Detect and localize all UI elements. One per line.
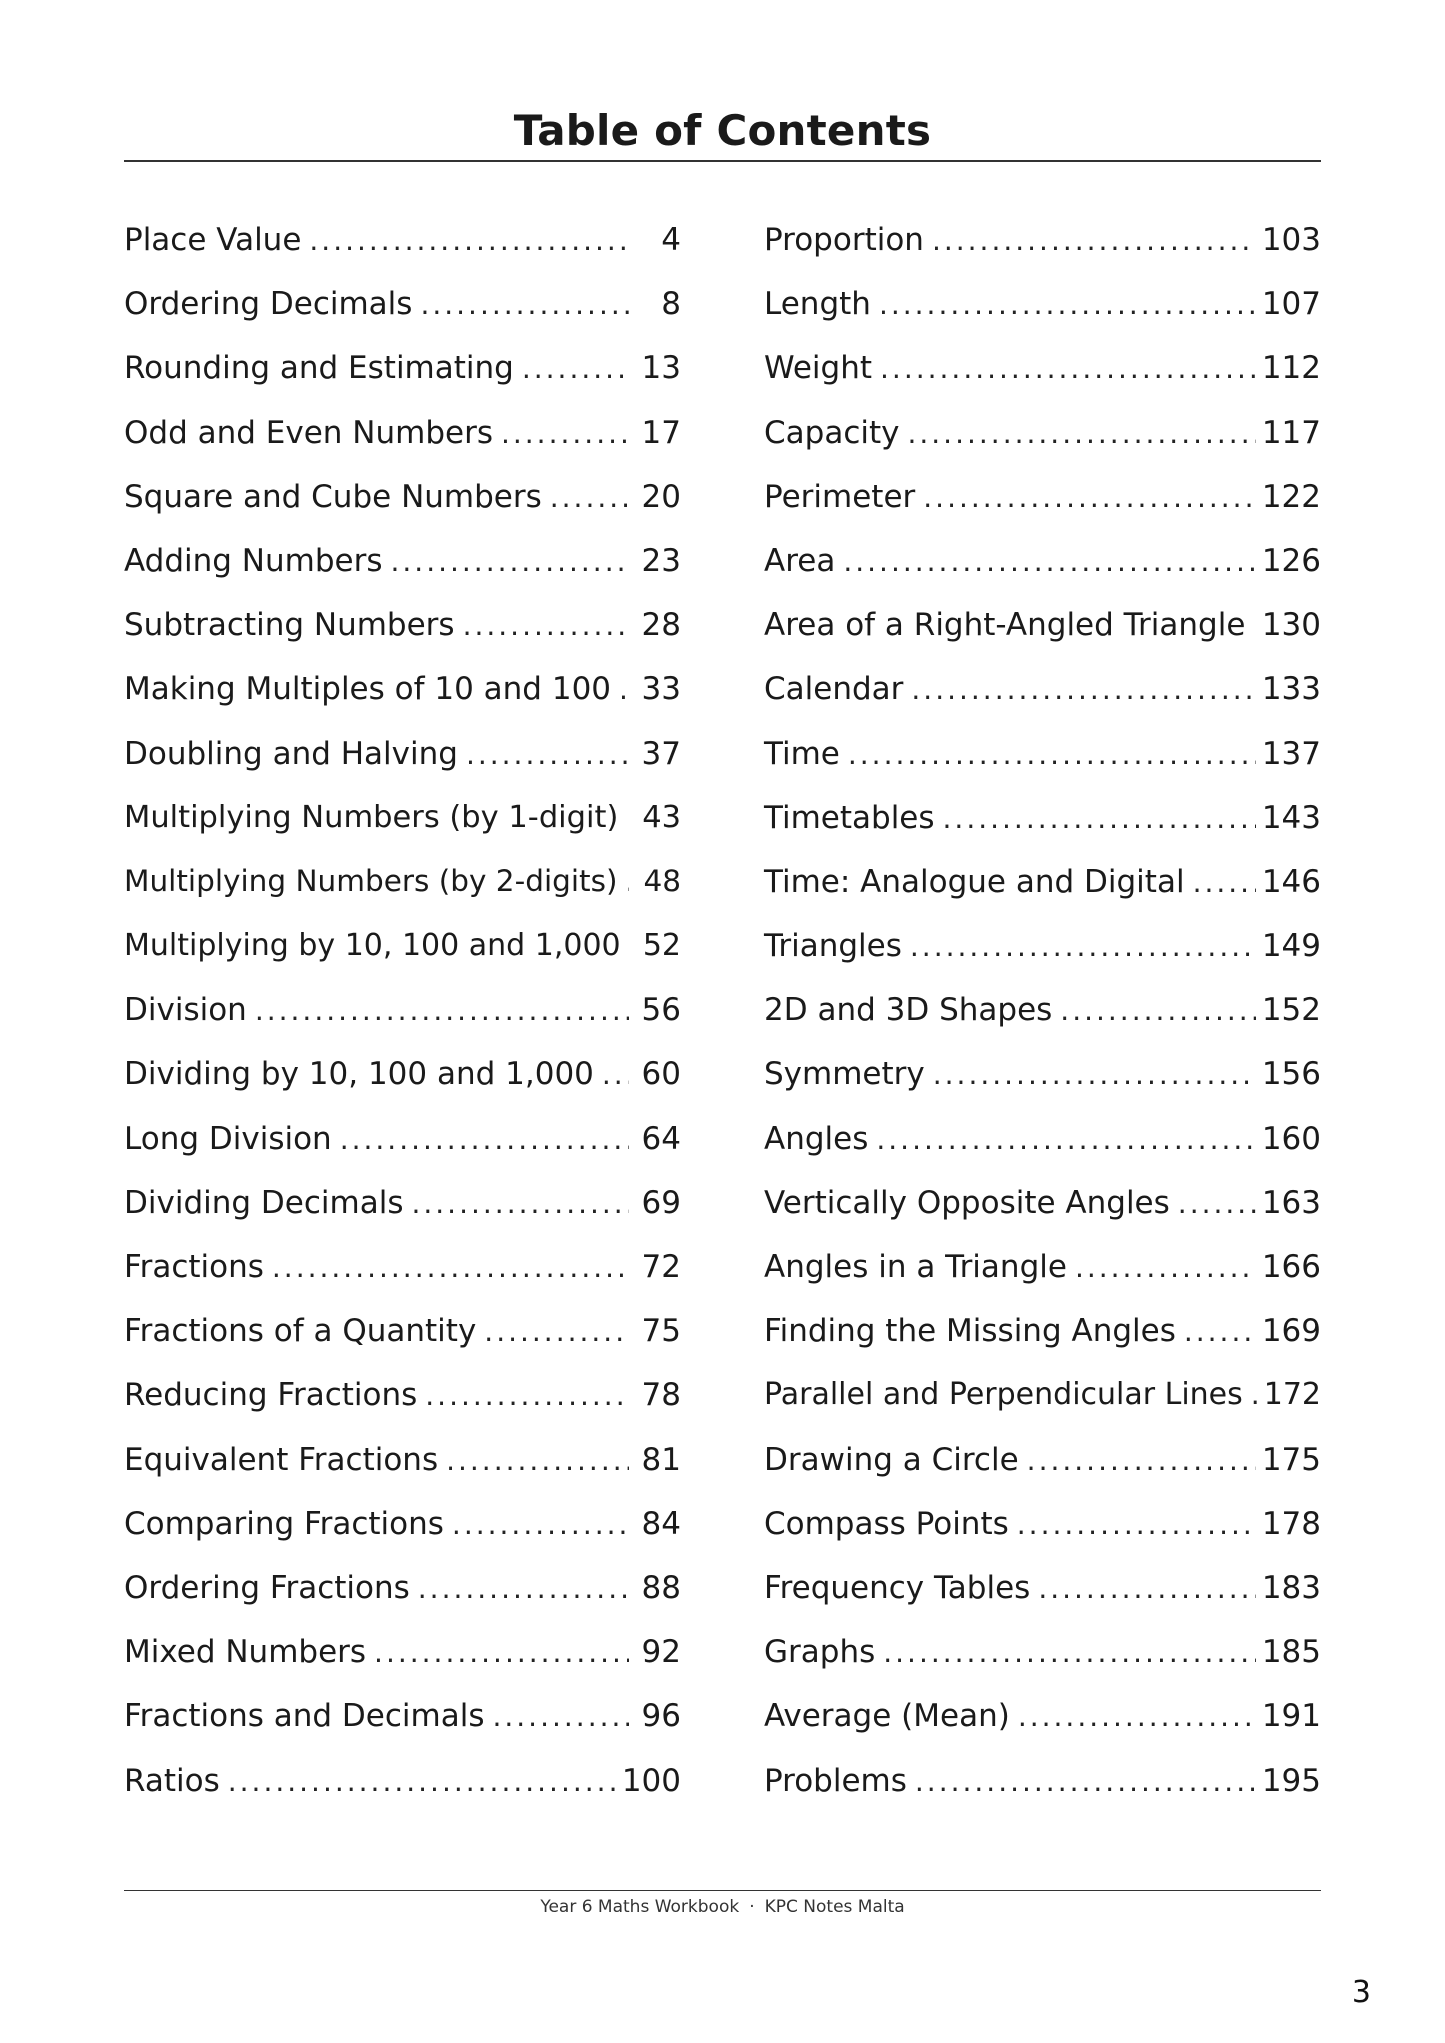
toc-entry-title: Graphs [764,1634,876,1671]
dot-leader [1253,609,1255,642]
toc-entry[interactable] [764,736,1321,800]
toc-entry-title: Area of a Right-Angled Triangle [764,607,1246,644]
toc-entry[interactable] [764,479,1321,543]
toc-entry[interactable] [124,286,681,350]
dot-leader [1060,994,1256,1027]
toc-entry-title: Ordering Fractions [124,1569,410,1606]
toc-entry[interactable] [124,1763,681,1827]
toc-entry[interactable] [124,800,681,864]
toc-entry-page: 72 [641,1249,681,1285]
toc-entry[interactable] [124,736,681,800]
toc-entry-page: 96 [641,1698,681,1735]
toc-entry-title: Area [764,542,836,579]
footer [0,1897,1445,1917]
toc-entry-title: Fractions [124,1249,264,1285]
toc-entry[interactable] [124,1377,681,1441]
toc-entry[interactable] [764,1056,1321,1120]
toc-entry[interactable] [764,1763,1321,1827]
toc-entry-page: 143 [1261,799,1321,836]
toc-entry-page: 78 [641,1377,681,1414]
toc-entry[interactable] [764,1442,1321,1506]
toc-entry-title: Length [764,286,871,323]
dot-leader [425,1379,629,1412]
toc-entry-page: 56 [641,992,681,1029]
dot-leader [466,738,629,771]
toc-entry-page: 146 [1261,863,1321,900]
toc-entry-title: Time: Analogue and Digital [764,863,1185,900]
footer-book-title: Year 6 Maths Workbook [540,1897,740,1917]
toc-entry-page: 133 [1261,671,1321,708]
toc-entry-title: Frequency Tables [764,1569,1031,1606]
toc-entry-page: 185 [1261,1634,1321,1671]
toc-entry-page: 8 [661,286,681,323]
toc-entry-title: Comparing Fractions [124,1505,444,1542]
dot-leader [619,673,629,706]
dot-leader [879,288,1256,321]
toc-entry[interactable] [124,928,681,992]
toc-entry-title: Problems [764,1762,907,1799]
toc-entry-title: Dividing Decimals [124,1184,404,1221]
toc-entry[interactable] [764,1698,1321,1762]
toc-entry[interactable] [764,543,1321,607]
toc-entry[interactable] [764,1570,1321,1634]
toc-entry-page: 28 [641,607,681,644]
toc-entry-title: Proportion [764,222,924,258]
toc-entry[interactable] [764,222,1321,286]
dot-leader [848,738,1256,771]
toc-entry[interactable] [764,1121,1321,1185]
toc-entry-title: Vertically Opposite Angles [764,1184,1170,1221]
dot-leader [340,1123,629,1156]
toc-entry-title: Division [124,992,247,1029]
toc-entry-page: 17 [641,414,681,451]
toc-entry-title: Ordering Decimals [124,286,413,323]
dot-leader [1193,866,1256,899]
toc-entry-page: 20 [641,478,681,515]
footer-publisher: KPC Notes Malta [764,1897,905,1917]
toc-entry-page: 152 [1261,992,1321,1029]
toc-entry-page: 169 [1261,1313,1321,1350]
toc-entry-title: Finding the Missing Angles [764,1313,1176,1350]
toc-entry-title: Mixed Numbers [124,1634,367,1671]
toc-entry-page: 60 [641,1056,681,1093]
toc-entry-page: 149 [1261,928,1321,965]
toc-entry-title: Ratios [124,1762,220,1799]
footer-separator: · [749,1897,755,1917]
toc-entry-title: Time [764,735,840,772]
toc-entry-page: 52 [642,928,681,964]
toc-entry-title: Perimeter [764,478,916,515]
toc-entry-page: 117 [1261,414,1321,451]
toc-entry-page: 178 [1261,1505,1321,1542]
toc-entry-title: Adding Numbers [124,542,383,579]
toc-entry-page: 43 [642,799,681,835]
dot-leader [1027,1444,1256,1477]
toc-entry[interactable] [764,415,1321,479]
toc-entry-page: 84 [641,1505,681,1542]
dot-leader [626,801,629,834]
toc-entry-page: 81 [641,1441,681,1478]
toc-entry-title: Parallel and Perpendicular Lines [764,1377,1243,1413]
dot-leader [309,224,629,257]
toc-entry-page: 191 [1261,1698,1321,1735]
toc-entry-page: 75 [641,1313,681,1350]
dot-leader [1184,1315,1256,1348]
dot-leader [876,1123,1255,1156]
toc-entry-page: 48 [643,863,681,898]
toc-entry[interactable] [124,1570,681,1634]
toc-entry-title: Subtracting Numbers [124,607,455,644]
toc-entry-page: 175 [1261,1441,1321,1478]
toc-entry-page: 92 [641,1634,681,1671]
toc-entry-page: 37 [641,735,681,772]
dot-leader [1251,1378,1258,1411]
toc-entry-page: 103 [1261,222,1321,258]
dot-leader [255,994,629,1027]
toc-entry-page: 112 [1261,350,1321,387]
dot-leader [923,481,1256,514]
toc-entry[interactable] [124,1313,681,1377]
dot-leader [1038,1572,1256,1605]
toc-entry-page: 122 [1261,478,1321,515]
toc-entry-title: Compass Points [764,1505,1009,1542]
toc-entry[interactable] [124,1634,681,1698]
title-divider [124,160,1321,162]
toc-entry[interactable] [124,222,681,286]
dot-leader [915,1765,1256,1798]
dot-leader [943,802,1256,835]
toc-entry-page: 163 [1261,1184,1321,1221]
toc-entry-title: Symmetry [764,1056,925,1093]
toc-entry[interactable] [124,1056,681,1120]
toc-entry-page: 126 [1261,542,1321,579]
toc-entry-title: Place Value [124,222,302,258]
toc-entry[interactable] [764,1634,1321,1698]
toc-entry[interactable] [764,864,1321,928]
dot-leader [272,1251,629,1284]
dot-leader [391,545,630,578]
dot-leader [883,1636,1256,1669]
dot-leader [374,1636,629,1669]
toc-entry-title: Multiplying by 10, 100 and 1,000 [124,928,621,964]
toc-entry-title: Drawing a Circle [764,1441,1019,1478]
toc-entry[interactable] [764,286,1321,350]
dot-leader [492,1700,629,1733]
toc-left-column [124,222,681,1827]
page-number: 3 [1351,1975,1371,2010]
toc-entry[interactable] [124,415,681,479]
toc-entry-page: 107 [1261,286,1321,323]
dot-leader [411,1187,629,1220]
dot-leader [1017,1508,1256,1541]
toc-entry-page: 195 [1261,1762,1321,1799]
footer-divider [124,1890,1321,1891]
dot-leader [501,417,629,450]
toc-entry-title: Timetables [764,799,935,836]
toc-entry[interactable] [124,479,681,543]
dot-leader [463,609,629,642]
toc-entry-page: 4 [661,222,681,258]
toc-entry-title: 2D and 3D Shapes [764,992,1053,1029]
dot-leader [522,352,629,385]
dot-leader [1178,1187,1256,1220]
dot-leader [550,481,629,514]
toc-entry[interactable] [764,800,1321,864]
dot-leader [1075,1251,1256,1284]
toc-entry-title: Long Division [124,1120,332,1157]
toc-entry-page: 33 [641,671,681,708]
toc-entry[interactable] [124,992,681,1056]
toc-entry-page: 160 [1261,1120,1321,1157]
dot-leader [933,1058,1256,1091]
toc-entry-title: Capacity [764,414,900,451]
toc-entry-page: 172 [1263,1377,1321,1413]
toc-entry[interactable] [124,1442,681,1506]
toc-entry-title: Equivalent Fractions [124,1441,439,1478]
dot-leader [932,224,1256,257]
toc-entry-title: Reducing Fractions [124,1377,418,1414]
dot-leader [907,417,1255,450]
toc-entry[interactable] [124,864,681,928]
toc-entry-page: 183 [1261,1569,1321,1606]
toc-entry-title: Odd and Even Numbers [124,414,493,451]
toc-entry-page: 13 [641,350,681,387]
toc-entry[interactable] [764,992,1321,1056]
dot-leader [446,1444,629,1477]
toc-entry-title: Weight [764,350,873,387]
dot-leader [452,1508,629,1541]
dot-leader [880,352,1256,385]
toc-entry-title: Angles in a Triangle [764,1249,1067,1285]
dot-leader [228,1765,616,1798]
toc-entry-page: 64 [641,1120,681,1157]
toc-entry[interactable] [124,607,681,671]
toc-entry[interactable] [124,1249,681,1313]
dot-leader [418,1572,629,1605]
toc-entry[interactable] [124,1185,681,1249]
toc-entry-title: Square and Cube Numbers [124,478,542,515]
toc-entry-title: Fractions and Decimals [124,1698,485,1735]
toc-entry-page: 100 [621,1762,681,1799]
toc-entry-title: Multiplying Numbers (by 1-digit) [124,799,619,835]
toc-entry[interactable] [764,1185,1321,1249]
toc-entry[interactable] [764,671,1321,735]
toc-entry[interactable] [124,1121,681,1185]
dot-leader [626,865,629,898]
toc-entry-page: 23 [641,542,681,579]
dot-leader [910,930,1256,963]
toc-entry-title: Doubling and Halving [124,735,458,772]
toc-entry[interactable] [764,928,1321,992]
dot-leader [911,673,1255,706]
toc-entry[interactable] [764,1377,1321,1441]
toc-entry-title: Average (Mean) [764,1698,1010,1735]
toc-entry-title: Fractions of a Quantity [124,1313,477,1350]
dot-leader [602,1058,629,1091]
toc-entry[interactable] [764,1313,1321,1377]
toc-entry-title: Angles [764,1120,869,1157]
toc-entry[interactable] [124,671,681,735]
toc-entry[interactable] [764,607,1321,671]
toc-entry[interactable] [124,1698,681,1762]
toc-right-column [764,222,1321,1827]
toc-entry[interactable] [124,350,681,414]
toc-entry-page: 166 [1261,1249,1321,1285]
toc-entry-page: 88 [641,1569,681,1606]
dot-leader [420,288,629,321]
toc-entry[interactable] [764,1249,1321,1313]
toc-entry-title: Calendar [764,671,904,708]
toc-entry-page: 130 [1261,607,1321,644]
toc-entry-page: 69 [641,1184,681,1221]
toc-entry[interactable] [764,1506,1321,1570]
toc-entry-title: Triangles [764,928,902,965]
toc-entry[interactable] [124,1506,681,1570]
toc-entry-title: Making Multiples of 10 and 100 [124,671,612,708]
dot-leader [843,545,1255,578]
toc-entry-page: 137 [1261,735,1321,772]
page-title: Table of Contents [513,106,932,156]
toc-entry[interactable] [764,350,1321,414]
toc-entry-title: Multiplying Numbers (by 2-digits) [124,863,618,898]
toc-entry-title: Dividing by 10, 100 and 1,000 [124,1056,594,1093]
toc-entry[interactable] [124,543,681,607]
toc-entry-title: Rounding and Estimating [124,350,514,387]
dot-leader [1018,1700,1256,1733]
dot-leader [484,1315,629,1348]
toc-entry-page: 156 [1261,1056,1321,1093]
